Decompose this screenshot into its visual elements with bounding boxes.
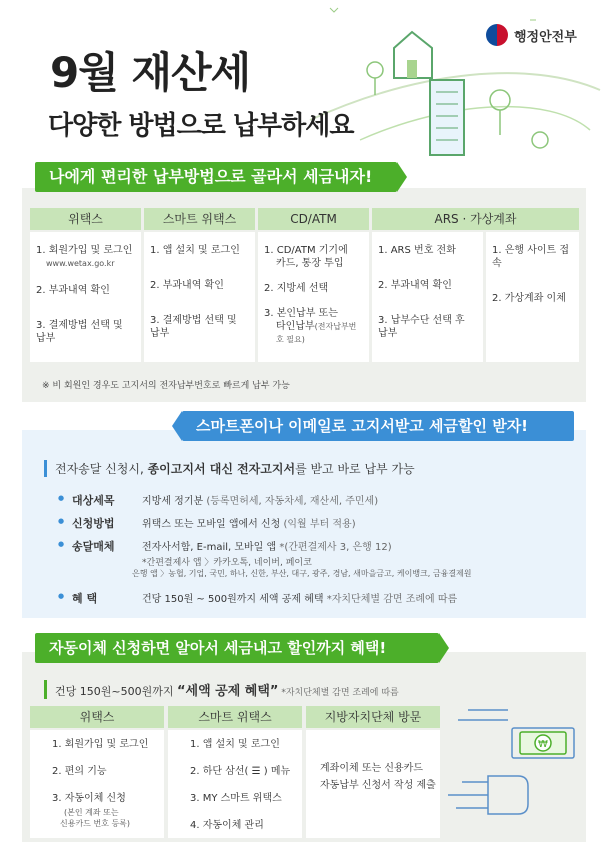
list-item-note: (본인 계좌 또는	[64, 808, 119, 817]
list-item: 4. 자동이체 관리	[190, 820, 264, 831]
ministry-logo	[486, 24, 577, 46]
auto-transfer-illustration	[448, 700, 584, 830]
won-icon: ₩	[538, 739, 548, 750]
row-label: ● 송달매체	[72, 538, 115, 554]
col3-local-gov-head: 지방자치단체 방문	[306, 706, 440, 728]
intro-text-end: 를 받고 바로 납부 가능	[295, 462, 415, 476]
col3-local-gov-body	[306, 730, 440, 838]
list-item: 3. 납부수단 선택 후 납부	[378, 315, 465, 339]
list-item: 계좌이체 또는 신용카드	[320, 763, 423, 774]
col3-wetax-head: 위택스	[30, 706, 164, 728]
list-item: 2. 부과내역 확인	[150, 280, 224, 291]
list-item: 타인납부	[276, 321, 315, 332]
media-detail-1: *간편결제사 앱 〉카카오톡, 네이버, 페이코	[142, 558, 312, 568]
row-value: 위택스 또는 모바일 앱에서 신청	[142, 519, 281, 530]
list-item: 1. ARS 번호 전화	[378, 245, 456, 256]
col3-wetax-body	[30, 730, 164, 838]
row-note: *(간편결제사 3, 은행 12)	[276, 542, 392, 553]
row-note: (익월 부터 적용)	[280, 519, 356, 530]
list-item: 2. 부과내역 확인	[378, 280, 452, 291]
list-item: 3. 자동이체 신청	[52, 793, 126, 804]
list-item: 2. 편의 기능	[52, 766, 107, 777]
row-label: ● 신청방법	[72, 515, 115, 531]
ministry-emblem-icon	[486, 24, 508, 46]
col-smart-wetax-body	[144, 232, 255, 362]
row-media	[72, 538, 572, 554]
intro-bold: 종이고지서 대신 전자고지서	[147, 462, 296, 476]
list-item: 1. 앱 설치 및 로그인	[190, 739, 280, 750]
col-ars-body	[372, 232, 483, 362]
section2-banner: 스마트폰이나 이메일로 고지서받고 세금할인 받자!	[182, 411, 574, 441]
row-note: *자치단체별 감면 조례에 따름	[323, 594, 458, 605]
section1-note: ※ 비 회원인 경우도 고지서의 전자납부번호로 빠르게 납부 가능	[42, 381, 290, 391]
row-label: ● 대상세목	[72, 492, 115, 508]
list-item: 3. 본인납부 또는	[264, 308, 338, 319]
section3-intro	[44, 680, 399, 699]
row-value: 건당 150원 ~ 500원까지 세액 공제 혜택	[142, 594, 324, 605]
col-ars-head: ARS · 가상계좌	[372, 208, 579, 230]
list-item-note: (전자납부번호 필요)	[276, 322, 357, 344]
intro-text: 전자송달 신청시,	[55, 462, 148, 476]
col-wetax-head: 위택스	[30, 208, 141, 230]
row-apply-method	[72, 515, 572, 531]
intro-text: 건당 150원~500원까지	[55, 685, 177, 698]
col-cdatm-body	[258, 232, 369, 362]
row-label: ● 혜 택	[72, 590, 97, 606]
row-target-tax	[72, 492, 572, 508]
col-smart-wetax-head: 스마트 위택스	[144, 208, 255, 230]
list-item: 1. 회원가입 및 로그인	[36, 245, 133, 256]
section3-banner: 자동이체 신청하면 알아서 세금내고 할인까지 혜택!	[35, 633, 439, 663]
list-item: 3. 결제방법 선택 및 납부	[36, 320, 123, 344]
col3-smart-wetax-head: 스마트 위택스	[168, 706, 302, 728]
row-note: (등록면허세, 자동차세, 재산세, 주민세)	[203, 496, 379, 507]
col-cdatm-head: CD/ATM	[258, 208, 369, 230]
row-value: 지방세 정기분	[142, 496, 204, 507]
media-detail-2: 은행 앱 〉농협, 기업, 국민, 하나, 신한, 부산, 대구, 광주, 경남, 새마을금고, 케이뱅크, 금융결제원	[132, 569, 472, 578]
list-item: 카드, 통장 투입	[276, 258, 344, 269]
page-title: 9월 재산세	[50, 48, 251, 97]
list-item: 2. 가상계좌 이체	[492, 293, 566, 304]
section1-banner: 나에게 편리한 납부방법으로 골라서 세금내자!	[35, 162, 397, 192]
ministry-name: 행정안전부	[514, 29, 577, 45]
list-item-note: 신용카드 번호 등록)	[60, 819, 131, 828]
list-item: 3. 결제방법 선택 및 납부	[150, 315, 237, 339]
col3-smart-wetax-body	[168, 730, 302, 838]
list-item: 1. CD/ATM 기기에	[264, 245, 348, 256]
intro-bold: “세액 공제 혜택”	[176, 684, 279, 699]
list-item: 3. MY 스마트 위택스	[190, 793, 282, 804]
col-virtual-account-body	[486, 232, 579, 362]
list-item: 2. 지방세 선택	[264, 283, 329, 294]
wetax-url: www.wetax.go.kr	[46, 259, 115, 268]
list-item: 2. 하단 삼선( ☰ ) 메뉴	[190, 766, 291, 777]
intro-note: *자치단체별 감면 조례에 따름	[278, 688, 399, 698]
list-item: 1. 앱 설치 및 로그인	[150, 245, 240, 256]
list-item: 1. 회원가입 및 로그인	[52, 739, 149, 750]
list-item: 1. 은행 사이트 접속	[492, 245, 570, 269]
row-benefit	[72, 590, 572, 606]
list-item: 자동납부 신청서 작성 제출	[320, 780, 436, 791]
row-value: 전자사서함, E-mail, 모바일 앱	[142, 542, 277, 553]
section2-intro	[44, 460, 415, 477]
list-item: 2. 부과내역 확인	[36, 285, 110, 296]
col-wetax-body	[30, 232, 141, 362]
page-subtitle: 다양한 방법으로 납부하세요	[48, 111, 354, 141]
